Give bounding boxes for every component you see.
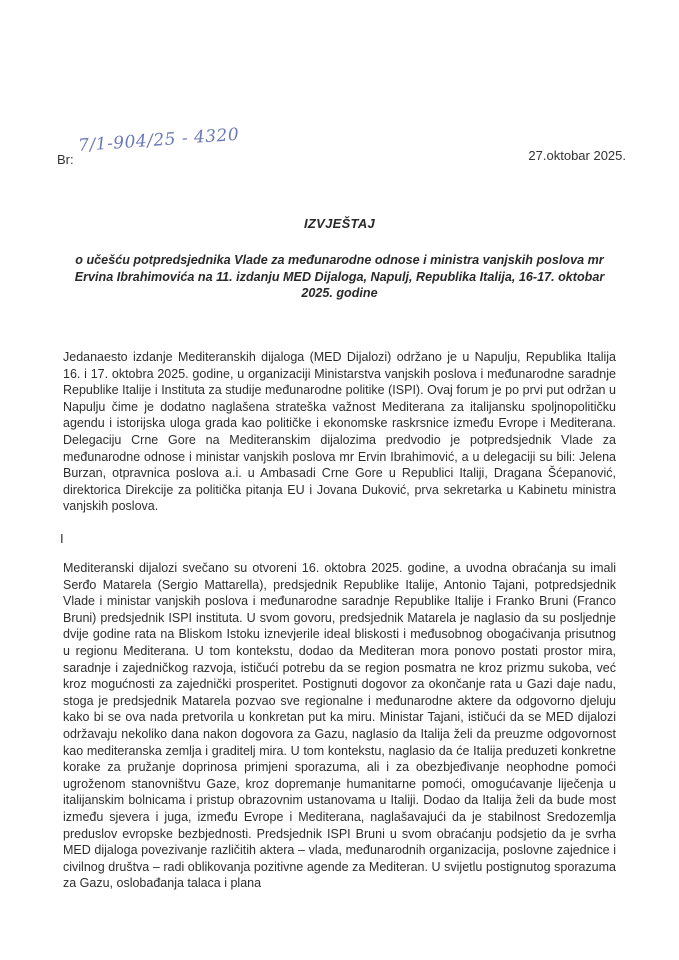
document-date: 27.oktobar 2025. [528,148,626,163]
section-number: I [60,531,64,546]
handwritten-reference-number: 7/1-904/25 - 4320 [77,124,240,156]
document-title: IZVJEŠTAJ [303,216,376,231]
section-paragraph: Mediteranski dijalozi svečano su otvoreni 16. oktobra 2025. godine, a uvodna obraćanja su imali Serđo Matarela (Sergio Mattarella), predsjednik Republike Italije, Antonio Tajani, potpredsjednik Vlade i ministar vanjskih poslova i međunarodne saradnje Republike Italije i Franko Bruni (Franco Bruni) predsjednik ISPI instituta. U svom govoru, predsjednik Matarela je naglasio da su posljednje dvije godine rata na Bliskom Istoku iznevjerile ideal bliskosti i međusobnog obogaćivanja prisutnog u regionu Mediterana. U tom kontekstu, dodao da Mediteran mora ponovo postati prostor mira, saradnje i zajedničkog razvoja, ističući potrebu da se region posmatra ne kroz prizmu sukoba, već kroz mogućnosti za zajednički prosperitet. Postignuti dogovor za okončanje rata u Gazi daje nadu, stoga je predsjednik Matarela pozvao sve regionalne i međunarodne aktere da odgovorno djeluju kako bi se ova nada pretvorila u konkretan put ka miru. Ministar Tajani, ističući da se MED dijalozi održavaju nekoliko dana nakon dogovora za Gazu, naglasio da Italija želi da preuzme odgovornost kao mediteranska zemlja i graditelj mira. U tom kontekstu, naglasio da će Italija preduzeti konkretne korake za pružanje doprinosa primjeni sporazuma, ali i za obezbjeđivanje neophodne pomoći ugroženom stanovništvu Gaze, kroz dopremanje humanitarne pomoći, omogućavanje liječenja u italijanskim bolnicama i pristup obrazovnim ustanovama u Italiji. Dodao da Italija želi da bude most između sjevera i juga, između Evrope i Mediterana, naglašavajući da je stabilnost Sredozemlja preduslov evropske bezbjednosti. Predsjednik ISPI Bruni u svom obraćanju podsjetio da je svrha MED dijaloga povezivanje različitih aktera – vlada, međunarodnih organizacija, poslovne zajednice i civilnog društva – radi oblikovanja pozitivne agende za Mediteran. U svijetlu postignutog sporazuma za Gazu, oslobađanja talaca i plana [63,561,616,891]
reference-label: Br: [57,152,74,167]
document-subtitle: o učešću potpredsjednika Vlade za međunarodne odnose i ministra vanjskih poslova mr Ervina Ibrahimovića na 11. izdanju MED Dijaloga, Napulj, Republika Italija, 16-17. oktobar 2025. godine [74,253,605,300]
intro-paragraph: Jedanaesto izdanje Mediteranskih dijaloga (MED Dijalozi) održano je u Napulju, Republika Italija 16. i 17. oktobra 2025. godine, u organizaciji Ministarstva vanjskih poslova i međunarodne saradnje Republike Italije i Instituta za studije međunarodne politike (ISPI). Ovaj forum je po prvi put održan u Napulju čime je dodatno naglašena strateška važnost Mediterana za italijansku spoljnopolitičku agendu i istorijska uloga grada kao političke i ekonomske raskrsnice između Evrope i Mediterana. Delegaciju Crne Gore na Mediteranskim dijalozima predvodio je potpredsjednik Vlade za međunarodne odnose i ministar vanjskih poslova mr Ervin Ibrahimović, a u delegaciji su bili: Jelena Burzan, otpravnica poslova a.i. u Ambasadi Crne Gore u Republici Italiji, Dragana Šćepanović, direktorica Direkcije za politička pitanja EU i Jovana Duković, prva sekretarka u Kabinetu ministra vanjskih poslova. [63,350,616,514]
